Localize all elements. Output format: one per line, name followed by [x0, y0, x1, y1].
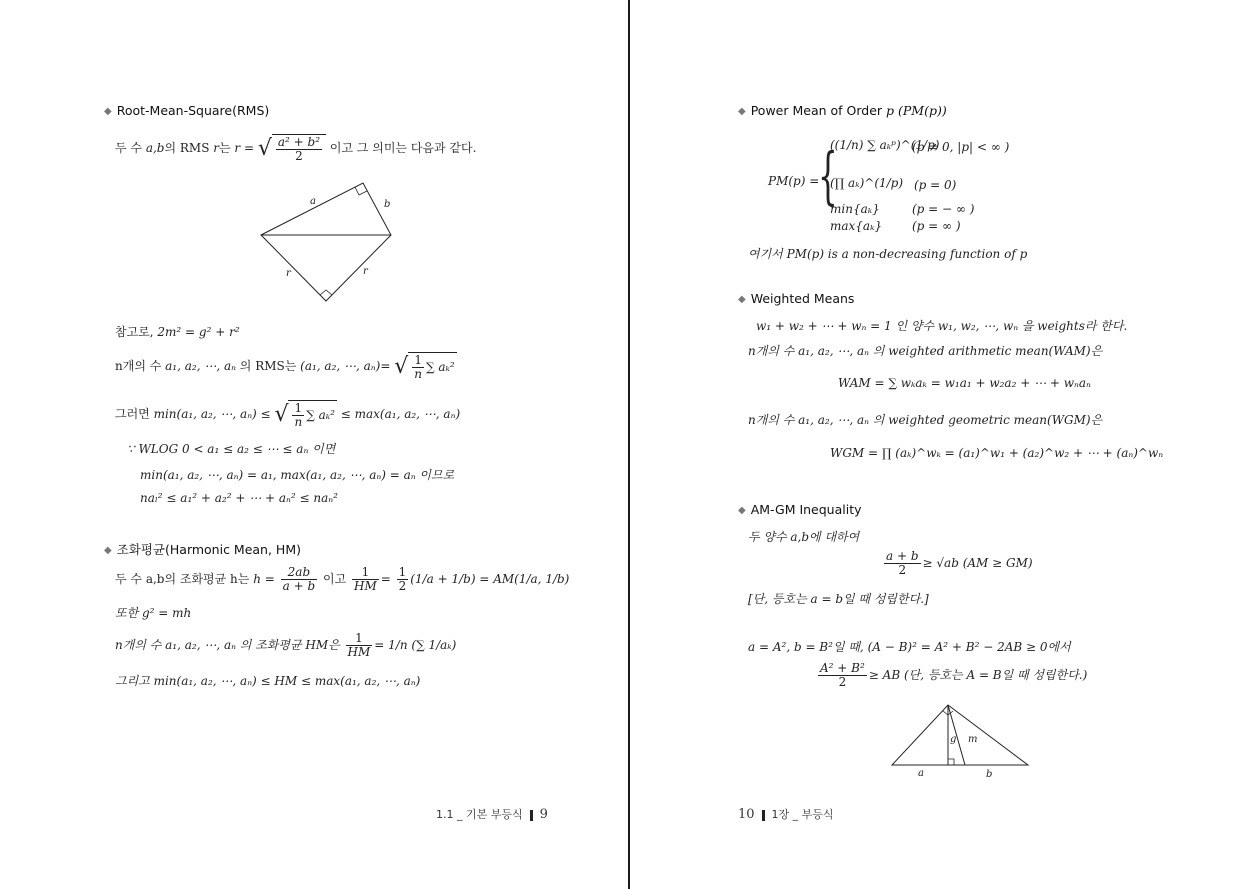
label-r2: r: [363, 266, 368, 277]
hm-heading: ◆ 조화평균(Harmonic Mean, HM): [104, 542, 301, 557]
label-b: b: [986, 769, 993, 780]
diamond-bullet-icon: ◆: [738, 294, 746, 305]
pm-cond-3: (p = − ∞ ): [912, 202, 975, 216]
pm-note: 여기서 PM(p) is a non-decreasing function of p: [748, 247, 1028, 261]
rms-heading: ◆ Root-Mean-Square(RMS): [104, 103, 270, 118]
brace-icon: {: [818, 139, 838, 212]
then-line: 그러면 min(a₁, a₂, ⋯, aₙ) ≤ √ $\frac{1}{n}$ ∑ aₖ² ≤ max(a₁, a₂, ⋯, aₙ): [115, 401, 461, 429]
minmax-line: min(a₁, a₂, ⋯, aₙ) = a₁, max(a₁, a₂, ⋯, aₙ) = aₙ 이므로: [140, 468, 455, 482]
power-mean-heading: ◆ Power Mean of Order p (PM(p)): [738, 103, 947, 118]
diamond-bullet-icon: ◆: [738, 106, 746, 117]
pm-case-4: max{aₖ}: [830, 219, 883, 233]
label-a: a: [918, 768, 924, 779]
amgm-substitution: a = A², b = B²일 때, (A − B)² = A² + B² − 2AB ≥ 0에서: [748, 640, 1071, 654]
label-r1: r: [286, 268, 291, 279]
because-line: ∵ WLOG 0 < a₁ ≤ a₂ ≤ ⋯ ≤ aₙ 이면: [127, 442, 336, 456]
n-rms-line: n개의 수 a₁, a₂, ⋯, aₙ 의 RMS는 (a₁, a₂, ⋯, aₙ)= √ $\frac{1}{n}$ ∑ aₖ²: [115, 353, 455, 381]
wam-equation: WAM = ∑ wₖaₖ = w₁a₁ + w₂a₂ + ⋯ + wₙaₙ: [838, 376, 1091, 390]
hm-intro: 두 수 a,b의 조화평균 h는 h = $\frac{2ab}{a + b}$ 이고 $\frac{1}{HM}$ = $\frac{1}{2}$ (1/a + 1/b) = AM(1/a, 1/b): [115, 565, 570, 593]
wgm-equation: WGM = ∏ (aₖ)^wₖ = (a₁)^w₁ + (a₂)^w₂ + ⋯ + (aₙ)^wₙ: [830, 446, 1164, 460]
diamond-bullet-icon: ◆: [738, 505, 746, 516]
amgm-equality-note: [단, 등호는 a = b일 때 성립한다.]: [748, 592, 929, 606]
pm-case-2: (∏ aₖ)^(1/p): [830, 176, 904, 190]
diamond-bullet-icon: ◆: [104, 106, 112, 117]
amgm-triangle-figure: [888, 700, 1033, 780]
page-number: 10: [738, 807, 755, 822]
diamond-bullet-icon: ◆: [104, 545, 112, 556]
right-footer: 10 1장 _ 부등식: [738, 807, 834, 822]
label-m: m: [968, 734, 978, 745]
label-a: a: [310, 196, 316, 207]
and-line: 그리고 min(a₁, a₂, ⋯, aₙ) ≤ HM ≤ max(a₁, a₂, ⋯, aₙ): [115, 674, 421, 688]
inequality-line: naₗ² ≤ a₁² + a₂² + ⋯ + aₙ² ≤ naₙ²: [140, 491, 338, 505]
pm-cond-4: (p = ∞ ): [912, 219, 961, 233]
wm-line-2: n개의 수 a₁, a₂, ⋯, aₙ 의 weighted arithmetic mean(WAM)은: [748, 344, 1103, 358]
pm-lhs: PM(p) =: [768, 174, 820, 188]
left-footer: 1.1 _ 기본 부등식 9: [436, 807, 548, 822]
pm-case-3: min{aₖ}: [830, 202, 880, 216]
page-number: 9: [539, 807, 548, 822]
rms-intro: 두 수 a,b의 RMS r는 r = √ $\frac{\text{a² + b²}}{2}$ 이고 그 의미는 다음과 같다.: [115, 135, 477, 163]
amgm-equation: $\frac{a + b}{2}$ ≥ √ab (AM ≥ GM): [886, 549, 1033, 577]
also-line: 또한 g² = mh: [115, 606, 192, 620]
wm-line-3: n개의 수 a₁, a₂, ⋯, aₙ 의 weighted geometric mean(WGM)은: [748, 413, 1103, 427]
pm-case-1: ((1/n) ∑ aₖᵖ)^(1/p): [830, 138, 940, 152]
label-g: g: [950, 734, 957, 745]
left-page: [0, 0, 628, 889]
weighted-means-heading: ◆ Weighted Means: [738, 291, 855, 306]
amgm-equation-2: $\frac{\text{A² + B²}}{2}$ ≥ AB (단, 등호는 A = B일 때 성립한다.): [820, 661, 1088, 689]
right-page: [630, 0, 1259, 889]
wm-line-1: w₁ + w₂ + ⋯ + wₙ = 1 인 양수 w₁, w₂, ⋯, wₙ 을 weights라 한다.: [756, 319, 1128, 333]
pm-cond-2: (p = 0): [914, 178, 957, 192]
sqrt-expression: √ $\frac{\text{a² + b²}}{2}$: [258, 134, 326, 163]
n-hm-line: n개의 수 a₁, a₂, ⋯, aₙ 의 조화평균 HM은 $\frac{1}{HM}$ = 1/n (∑ 1/aₖ): [115, 631, 457, 659]
amgm-heading: ◆ AM-GM Inequality: [738, 502, 862, 517]
label-b: b: [384, 199, 391, 210]
pm-cond-1: (p ≠ 0, |p| < ∞ ): [912, 140, 1010, 154]
note-line: 참고로, 2m² = g² + r²: [115, 325, 240, 339]
amgm-intro: 두 양수 a,b에 대하여: [748, 530, 860, 544]
rms-triangle-figure: [250, 180, 400, 308]
